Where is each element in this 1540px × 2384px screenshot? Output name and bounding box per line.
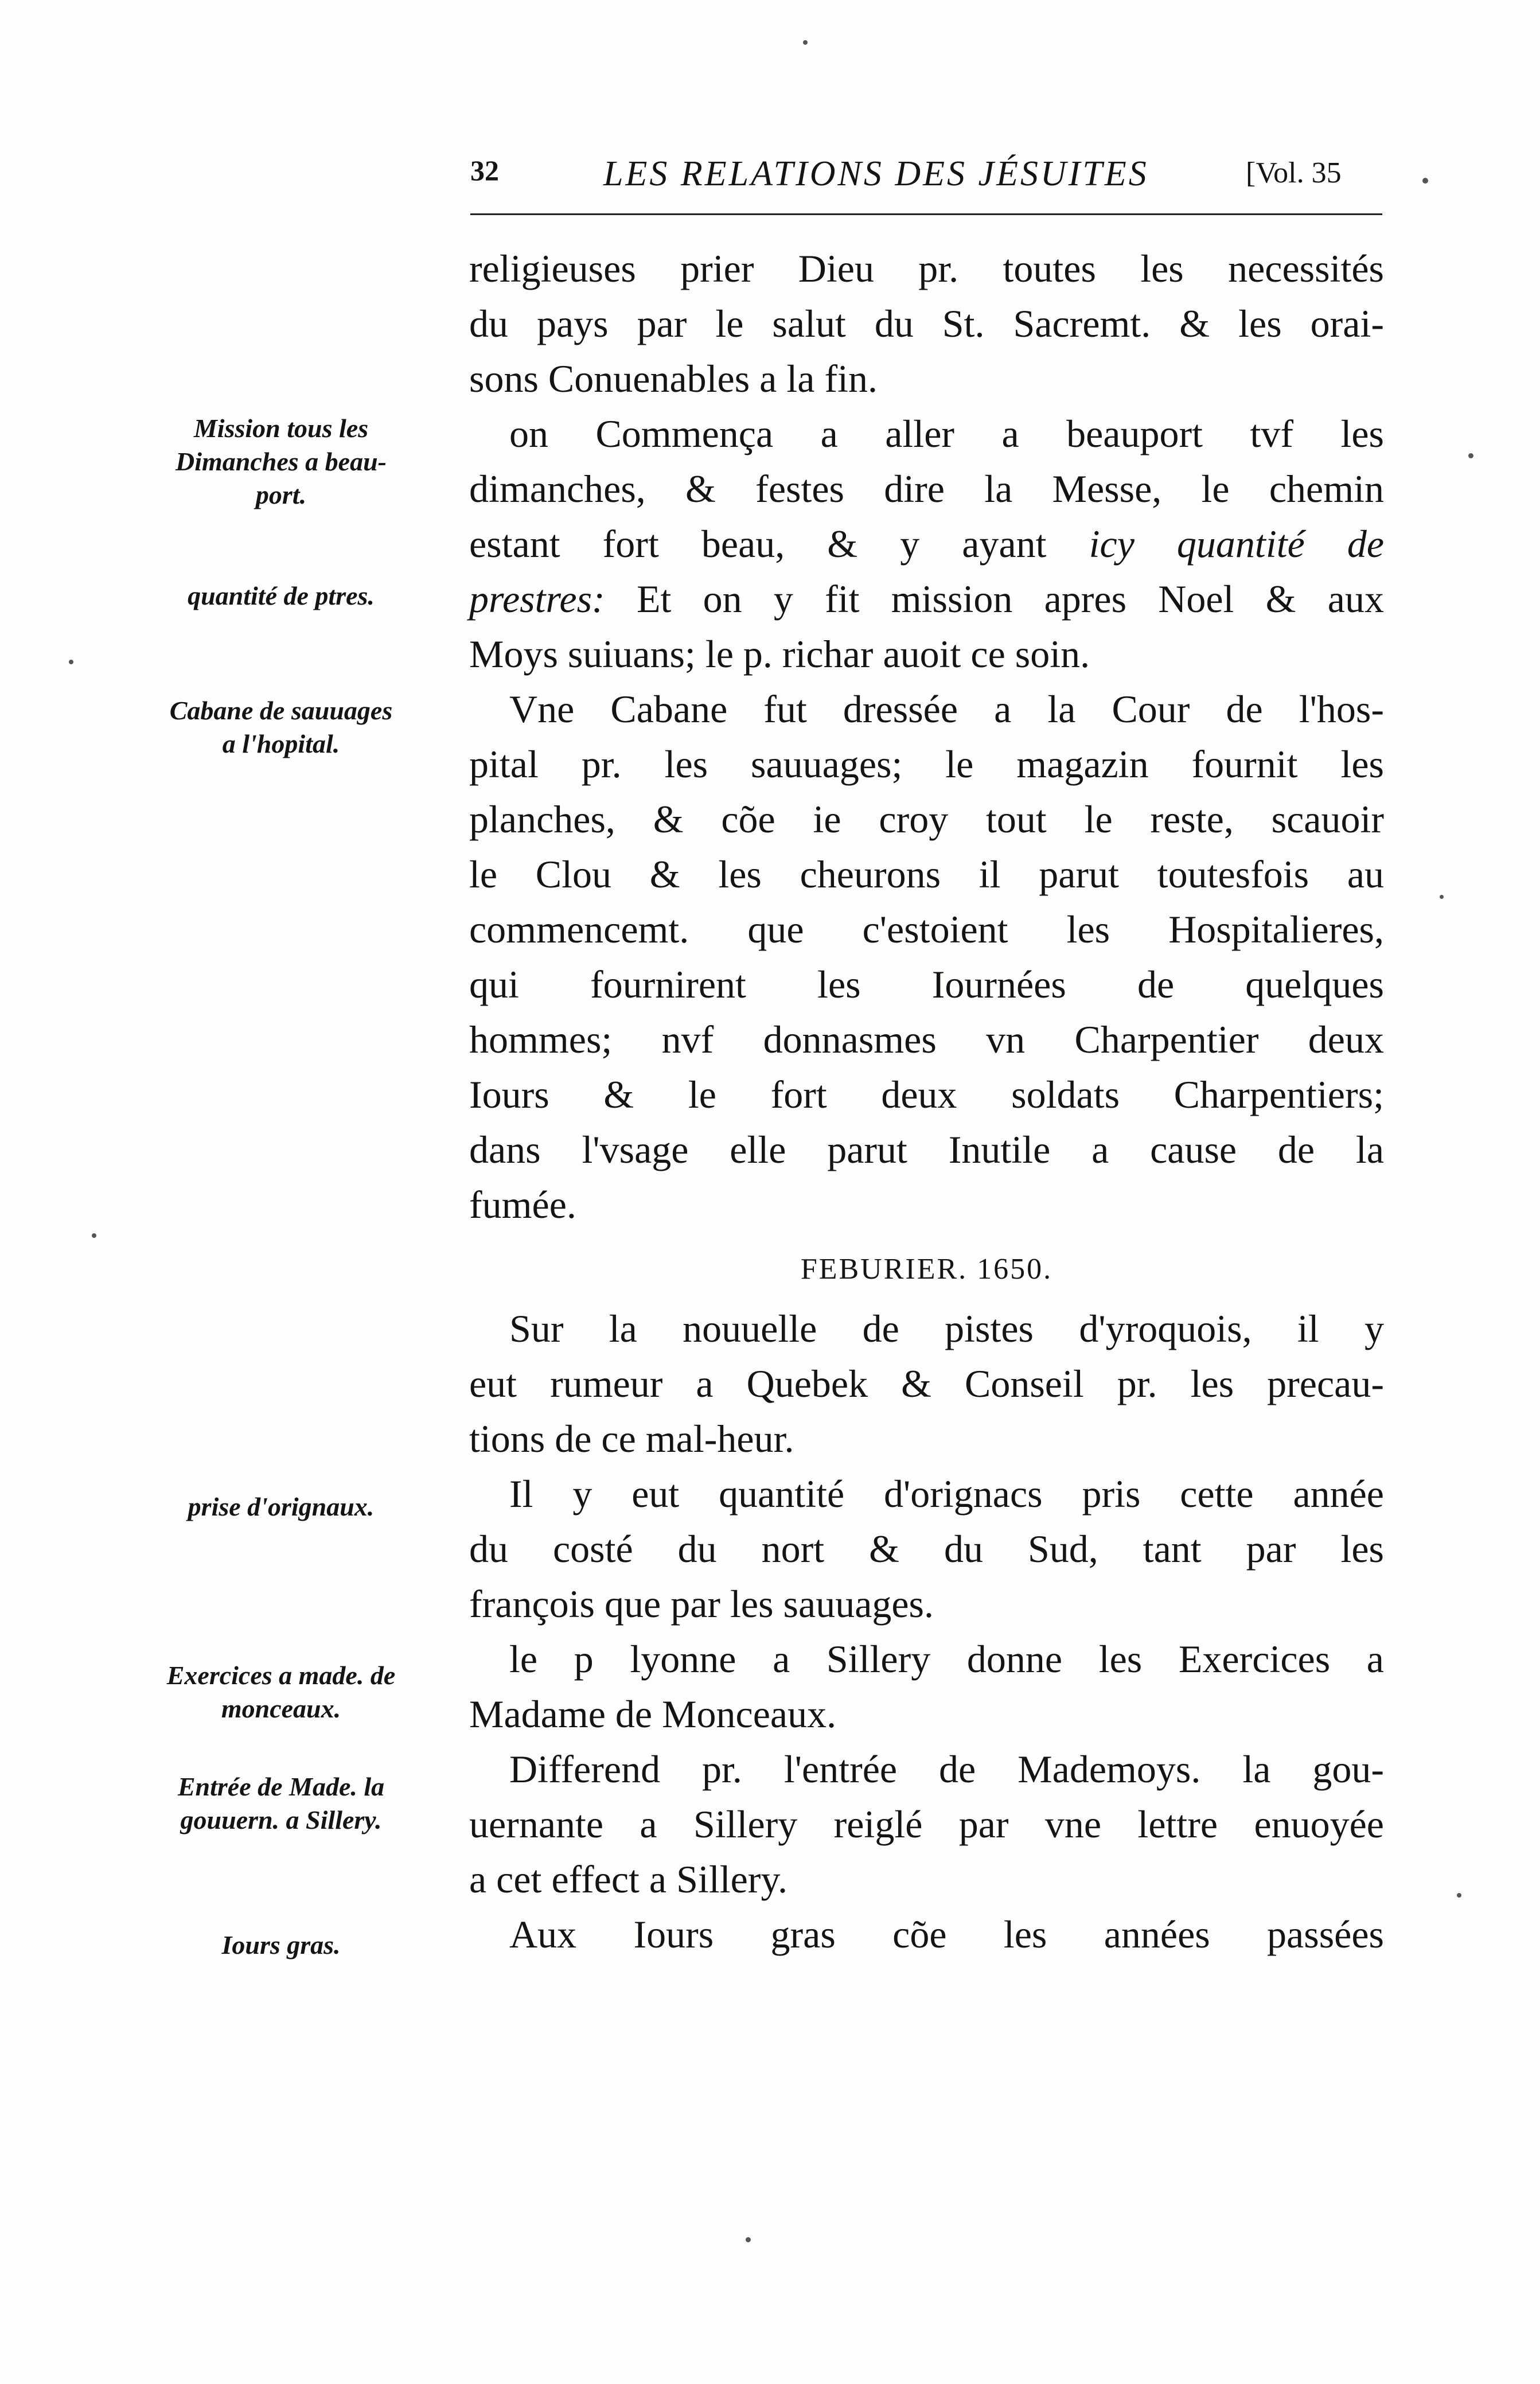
scan-speck [1457,1893,1461,1898]
text-line: qui fournirent les Iournées de quelques [469,963,1384,1006]
text-line: Vne Cabane fut dressée a la Cour de l'hos- [509,687,1384,731]
margin-note-line: gouuern. a Sillery. [180,1805,382,1834]
margin-note-orignaux [98,1490,465,1524]
text-line: fumée. [469,1183,576,1226]
section-heading: FEBURIER. 1650. [800,1253,1053,1286]
text-line: religieuses prier Dieu pr. toutes les necessités [469,247,1384,290]
margin-note-line: Iours gras. [221,1930,341,1960]
text-line: on Commença a aller a beauport tvf les [509,412,1384,455]
scan-speck [92,1233,96,1238]
text-line: du costé du nort & du Sud, tant par les [469,1527,1384,1571]
text-line: uernante a Sillery reiglé par vne lettre enuoyée [469,1802,1384,1846]
margin-note-line: port. [255,480,307,509]
margin-note-mission [98,412,465,512]
text-line: Sur la nouuelle de pistes d'yroquois, il y [509,1307,1384,1350]
text-line: commencemt. que c'estoient les Hospitalieres, [469,907,1384,951]
text-line: pital pr. les sauuages; le magazin fournit les [469,742,1384,786]
text-line: Moys suiuans; le p. richar auoit ce soin. [469,632,1090,676]
margin-note-exercices [98,1659,465,1725]
italic-span: prestres: [469,577,605,621]
text-line: Aux Iours gras cõe les années passées [509,1912,1384,1956]
margin-note-line: Cabane de sauuages [169,696,393,725]
text-line: sons Conuenables a la fin. [469,357,878,400]
scan-speck [69,660,73,664]
text-line: le Clou & les cheurons il parut toutesfois au [469,852,1384,896]
main-text-column [469,241,1384,1962]
marginal-notes [98,0,465,2384]
margin-note-line: Entrée de Made. la [177,1772,385,1801]
scan-speck [746,2237,751,2242]
volume-label: [Vol. 35 [1246,157,1342,189]
scan-speck [1440,895,1444,899]
text-line: françois que par les sauuages. [469,1582,934,1626]
margin-note-entree [98,1770,465,1837]
margin-note-line: prise d'orignaux. [188,1492,375,1521]
text-line: Iours & le fort deux soldats Charpentiers; [469,1073,1384,1116]
text-line: eut rumeur a Quebek & Conseil pr. les precau- [469,1362,1384,1405]
text-line: hommes; nvf donnasmes vn Charpentier deux [469,1018,1384,1061]
margin-note-line: Exercices a made. de [166,1661,396,1690]
text-line [469,516,1384,571]
text-line: a cet effect a Sillery. [469,1857,788,1901]
margin-note-line: Mission tous les [193,414,369,443]
text-line: tions de ce mal-heur. [469,1417,794,1460]
italic-span: icy quantité de [1089,522,1385,566]
header-rule [470,213,1382,215]
text-line: planches, & cõe ie croy tout le reste, scauoir [469,797,1384,841]
margin-note-pretres [98,579,465,613]
page-number: 32 [470,154,499,186]
text-line: dimanches, & festes dire la Messe, le chemin [469,467,1384,511]
text-line [469,571,1384,626]
text-line: du pays par le salut du St. Sacremt. & les orai- [469,302,1384,345]
scan-speck [1422,178,1428,184]
text-span: Et on y fit mission apres Noel & aux [636,577,1384,621]
text-line: Il y eut quantité d'orignacs pris cette année [509,1472,1384,1516]
scan-speck [803,40,808,45]
text-span: estant fort beau, & y ayant [469,522,1047,566]
running-header [470,154,1382,205]
text-line: Madame de Monceaux. [469,1692,837,1736]
margin-note-line: a l'hopital. [222,729,340,758]
text-line: dans l'vsage elle parut Inutile a cause de la [469,1128,1384,1171]
margin-note-line: Dimanches a beau- [176,447,387,476]
margin-note-line: monceaux. [221,1694,341,1723]
running-title: LES RELATIONS DES JÉSUITES [603,154,1149,193]
scan-speck [1468,453,1473,458]
text-line: Differend pr. l'entrée de Mademoys. la gou- [509,1747,1384,1791]
margin-note-cabane [98,694,465,761]
margin-note-line: quantité de ptres. [188,581,375,610]
margin-note-iours-gras [98,1929,465,1962]
text-line: le p lyonne a Sillery donne les Exercices a [509,1637,1384,1681]
